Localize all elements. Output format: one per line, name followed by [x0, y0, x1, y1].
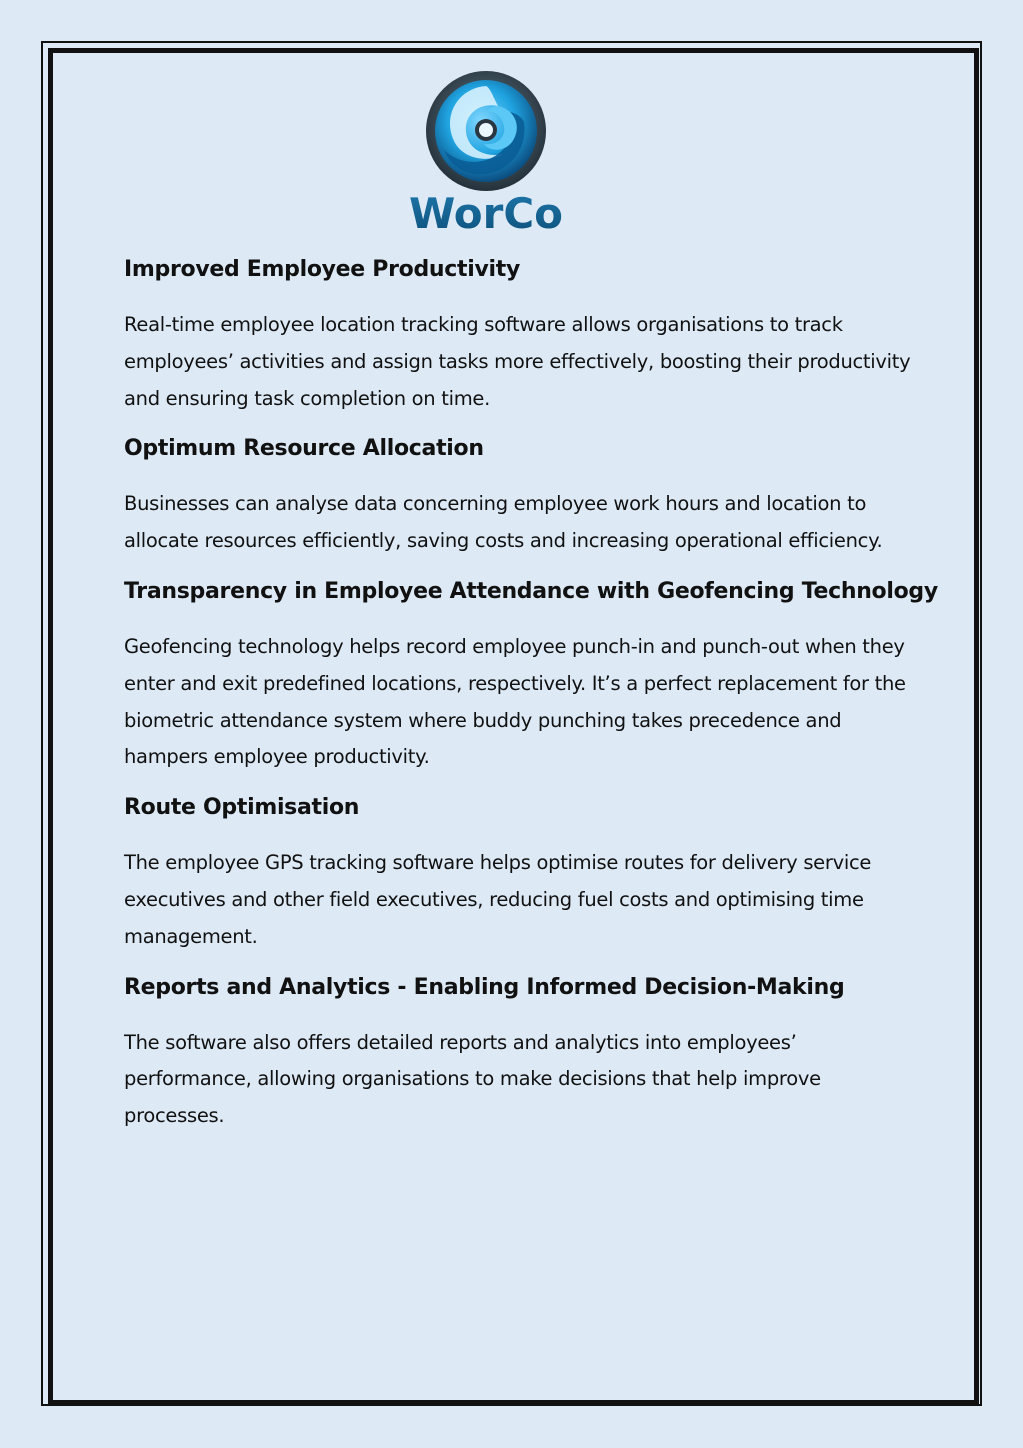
section-reports-analytics [124, 972, 914, 1135]
section-body: Businesses can analyse data concerning employee work hours and location to allocate resources efficiently, saving costs and increasing operational efficiency. [124, 492, 883, 553]
section-body: Real-time employee location tracking software allows organisations to track employees’ activities and assign tasks more effectively, boosting their productivity and ensuring task completion on time. [124, 313, 911, 410]
section-geofencing [124, 576, 938, 776]
section-resource-allocation [124, 433, 914, 560]
section-body: Geofencing technology helps record employee punch-in and punch-out when they enter and exit predefined locations, respectively. It’s a perfect replacement for the biometric attendance system where buddy punching takes precedence and hampers employee productivity. [124, 634, 906, 769]
company-logo [406, 66, 566, 236]
document-content [124, 254, 938, 1151]
section-heading: Route Optimisation [124, 795, 360, 821]
section-heading: Transparency in Employee Attendance with Geofencing Technology [124, 578, 938, 604]
section-heading: Improved Employee Productivity [124, 257, 521, 282]
section-heading: Reports and Analytics - Enabling Informed Decision-Making [124, 974, 845, 1000]
brand-name: WorCo [408, 189, 564, 236]
section-route-optimisation [124, 792, 914, 955]
section-body: The software also offers detailed reports and analytics into employees’ performance, allowing organisations to make decisions that help improve processes. [124, 1030, 821, 1128]
swirl-logo-icon [406, 66, 566, 236]
section-heading: Optimum Resource Allocation [124, 436, 484, 462]
section-productivity [124, 254, 914, 417]
section-body: The employee GPS tracking software helps optimise routes for delivery service executives and other field executives, reducing fuel costs and optimising time management. [124, 851, 872, 948]
